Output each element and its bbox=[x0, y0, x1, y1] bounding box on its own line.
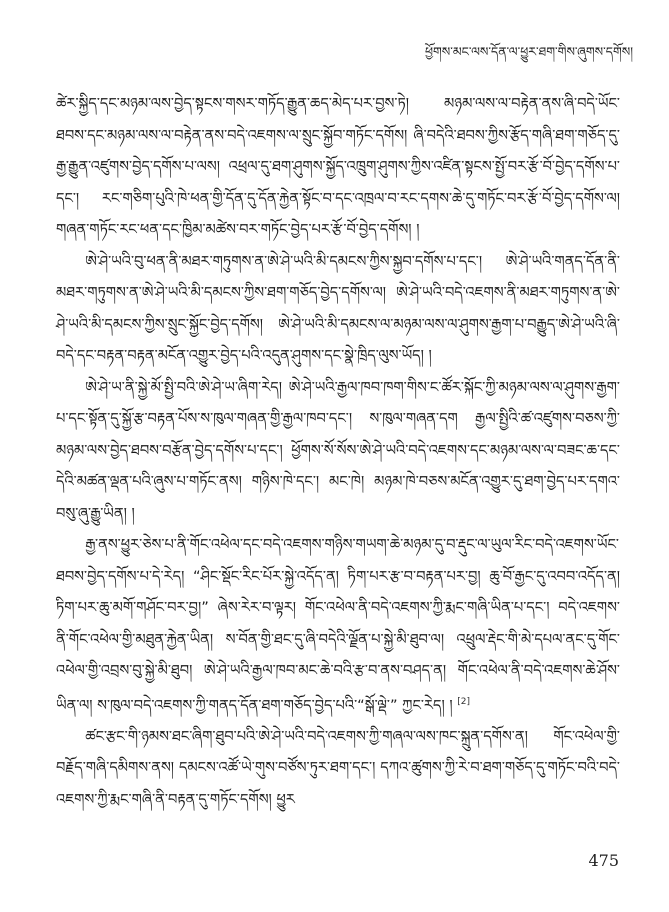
footnote-marker[interactable]: [2] bbox=[457, 696, 470, 707]
running-header: ཕྱོགས་མང་ལས་དོན་ལ་ཕྱུར་ཐག་གིས་ཞུགས་དགོས། bbox=[424, 44, 633, 59]
paragraph bbox=[56, 529, 620, 721]
page-number: 475 bbox=[588, 851, 619, 870]
body-text bbox=[56, 88, 620, 815]
paragraph: ཨེ་ཤེ་ཡའི་བུ་ཕན་ནི་མཐར་གཏུགས་ན་ཨེ་ཤེ་ཡའི་མི་དམངས་ཀྱིས་སྐྱབ་དགོས་པ་དང་། ཨེ་ཤེ་ཡའི་གནད་དོན་ནི་མཐར་གཏུགས་ན་ཨེ་ཤེ་ཡའི་མི་དམངས་ཀྱིས་ཐག་གཅོད་བྱེད་དགོས་ལ། ཨེ་ཤེ་ཡའི་བདེ་འཇགས་ནི་མཐར་གཏུགས་ན་ཨེ་ཤེ་ཡའི་མི་དམངས་ཀྱིས་སྲུང་སྐྱོང་བྱེད་དགོས། ཨེ་ཤེ་ཡའི་མི་དམངས་ལ་མཉམ་ལས་ལ་ཤུགས་རྒྱག་པ་བརྒྱུད་ཨེ་ཤེ་ཡའི་ཞི་བདེ་དང་བརྟན་བརྟན་མངོན་འགྱུར་བྱེད་པའི་འདུན་ཤུགས་དང་སྣེ་ཁྲིད་ལུས་ཡོད། ། bbox=[56, 252, 620, 364]
paragraph: ཨེ་ཤེ་ཡ་ནི་སྐྱེ་མོ་སྤྱི་བའི་ཨེ་ཤེ་ཡ་ཞིག་རེད། ཨེ་ཤེ་ཡའི་རྒྱལ་ཁབ་ཁག་གིས་ང་ཚོར་སྐོང་ཀྱི་མཉམ་ལས་ལ་ཤུགས་རྒྱག་པ་དང་སྟོན་དུ་སྐྱོ་རྩ་བརྟན་པོས་ས་ཁུལ་གཞན་གྱི་རྒྱལ་ཁབ་དང་། ས་ཁུལ་གཞན་དག རྒྱལ་སྤྱིའི་ཚ་འཛུགས་བཅས་ཀྱི་མཉམ་ལས་བྱེད་ཐབས་བརྩོན་བྱེད་དགོས་པ་དང་། ཕྱོགས་སོ་སོས་ཨེ་ཤེ་ཡའི་བདེ་འཇགས་དང་མཉམ་ལས་ལ་བཟང་ཆ་དང་དེའི་མཚན་ལྡན་པའི་ཞུས་པ་གཏོང་ནས། གཉིས་ཁེ་དང་། མང་ཁེ། མཉམ་ཁེ་བཅས་མངོན་འགྱུར་དུ་ཐག་བྱེད་པར་དགའ་བསུ་ཞུ་རྒྱུ་ཡིན། ། bbox=[56, 378, 620, 522]
paragraph: ཚེར་སྐྱིད་དང་མཉམ་ལས་བྱེད་སྟངས་གསར་གཏོད་རྒྱུན་ཆད་མེད་པར་བྱས་ཏེ། མཉམ་ལས་ལ་བརྟེན་ནས་ཞི་བདེ་ཡོང་ཐབས་དང་མཉམ་ལས་ལ་བརྟེན་ནས་བདེ་འཇགས་ལ་སྲུང་སྐྱོབ་གཏོང་དགོས། ཞི་བདེའི་ཐབས་ཀྱིས་རྩོད་གཞི་ཐག་གཅོད་དུ་རྒྱ་རྒྱུན་འཛུགས་བྱེད་དགོས་པ་ལས། འཕྲལ་དུ་ཐག་ཤུགས་སྐྱོད་འཁྲུག་ཤུགས་ཀྱིས་འཛིན་སྟངས་སྤྱོ་བར་རྩོ་བོ་བྱེད་དགོས་པ་དང་། རང་གཅིག་པུའི་ཁེ་ཕན་གྱི་དོན་དུ་དོན་རྐྱེན་སྟོང་བ་དང་འཁྲལ་བ་རང་དགས་ཆེ་དུ་གཏོང་བར་རྩོ་བོ་བྱེད་དགོས་ལ། གཞན་གཏོང་རང་ཕན་དང་ཁྱིམ་མཚེས་བར་གཏོང་བྱེད་པར་རྩོ་བོ་བྱེད་དགོས། ། bbox=[56, 95, 620, 238]
paragraph: ཚང་རྩང་གི་ཉམས་ཐང་ཞིག་ཐུབ་པའི་ཨེ་ཤེ་ཡའི་བདེ་འཇགས་ཀྱི་གཞལ་ལས་ཁང་སྐྲུན་དགོས་ན། གོང་འཕེལ་གྱི་བརྗོད་གཞི་དམིགས་ནས། དམངས་འཚོ་ཡེ་གུས་བཙོས་ཏུར་ཐག་དང་། དཀའ་ཚུགས་ཀྱི་རེ་བ་ཐག་གཅོད་དུ་གཏོང་བའི་བདེ་འཇགས་ཀྱི་རྨང་གཞི་ནི་བརྟན་དུ་གཏོང་དགོས། ཕྱུར bbox=[56, 727, 620, 808]
paragraph-text: རྒྱ་ནས་ཕྱུར་ཅེས་པ་ནི་གོང་འཕེལ་དང་བདེ་འཇགས་གཉིས་གཡག་ཆེ་མཉམ་དུ་བ་རྡུང་ལ་ཡུལ་རིང་བདེ་འཇགས་ཡོང་ཐབས་བྱེད་དགོས་པ་དེ་རེད། “ཤིང་སྡོང་རིང་པོར་སྐྱེ་འདོད་ན། ཏིག་པར་རྩ་བ་བརྟན་པར་བྱ། ཆུ་བོ་རྒྱང་དུ་འབབ་འདོད་ན། ཏིག་པར་ཆུ་མགོ་གཤོང་བར་བྱ།” ཞེས་རེར་བ་ལྟར། གོང་འཕེལ་ནི་བདེ་འཇགས་ཀྱི་རྨང་གཞི་ཡིན་པ་དང་། བདེ་འཇགས་ནི་གོང་འཕེལ་གྱི་མཐུན་རྐྱེན་ཡིན། ས་བོན་གྱི་ཐང་དུ་ཞི་བདེའི་ལྗོན་པ་སྐྱེ་མི་ཐུབ་ལ། འཕྲུལ་རྡེང་གི་མེ་དཔལ་ནང་དུ་གོང་འཕེལ་གྱི་འབྲས་བུ་སྐྱེ་མི་ཐུབ། ཨེ་ཤེ་ཡའི་རྒྱལ་ཁབ་མང་ཆེ་བའི་རྩ་བ་ནས་བཤད་ན། གོང་འཕེལ་ནི་བདེ་འཇགས་ཆེ་ཤོས་ཡིན་ལ། ས་ཁུལ་བདེ་འཇགས་ཀྱི་གནད་དོན་ཐག་གཅོད་བྱེད་པའི་“སྒོ་ལྡེ་” ཀྱང་རེད། ། bbox=[56, 536, 620, 714]
